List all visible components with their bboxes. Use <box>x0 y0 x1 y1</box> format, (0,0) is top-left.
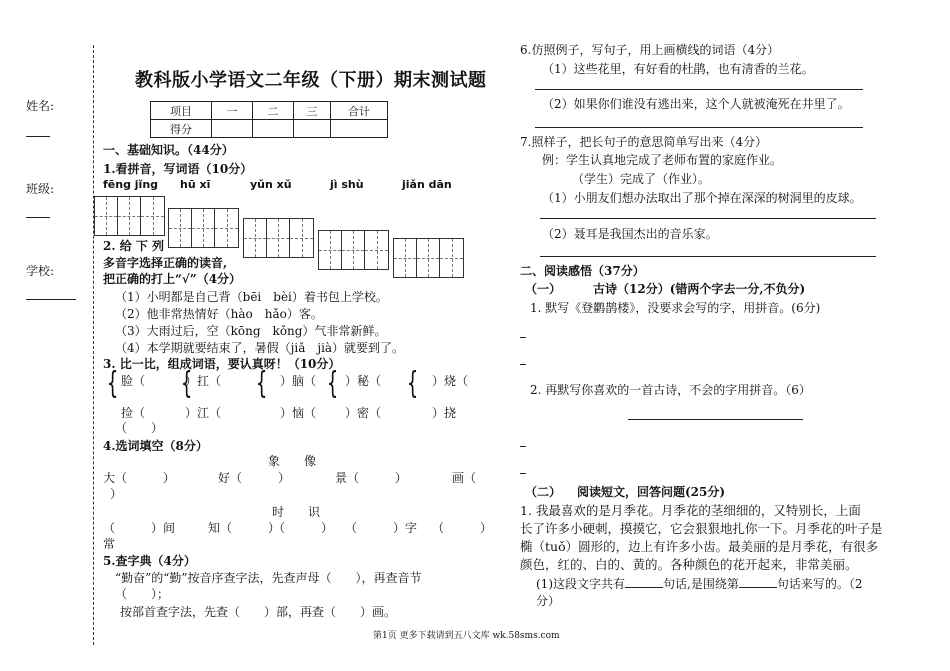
q3-row2-5: ）挠 <box>432 406 457 420</box>
passage-line-1: 1. 我最喜欢的是月季花。月季花的茎细细的，又特别长，上面 <box>520 503 861 518</box>
writing-grid-2[interactable] <box>168 208 239 248</box>
pinyin-4: jì shù <box>330 178 364 191</box>
q3-row1-1: 脸（ <box>121 374 146 388</box>
q5-line-b: （ ）； <box>115 587 170 601</box>
q2-heading-c: 把正确的打上“√”（4分） <box>103 272 242 286</box>
school-field[interactable] <box>26 299 76 300</box>
q2-item-4: （4）本学期就要结束了，暑假（jiǎ jià）就要到了。 <box>115 341 405 355</box>
class-label: 班级: <box>26 182 55 196</box>
name-field[interactable] <box>26 136 50 137</box>
score-table <box>150 101 388 138</box>
q3-row2-2: ）江（ <box>185 406 222 420</box>
q2-item-3: （3）大雨过后，空（kōng kǒng）气非常新鲜。 <box>115 324 387 338</box>
brace-icon: { <box>180 366 193 401</box>
q5-line-c: 按部首查字法，先查（ ）部，再查（ ）画。 <box>120 605 397 619</box>
poem-q1: 1. 默写《登鹳鹊楼》，没要求会写的字，用拼音。(6分) <box>530 301 821 315</box>
q4-words-2: 时 识 <box>272 505 321 519</box>
passage-line-2: 长了许多小硬刺，摸摸它，它会狠狠地扎你一下。月季花的叶子是 <box>520 521 883 536</box>
q4-row2-5: （ ） <box>432 521 493 535</box>
q4-row1-1: 大（ ） <box>103 471 176 485</box>
writing-grid-1[interactable] <box>94 196 165 236</box>
q4-row1-3: 景（ ） <box>335 471 408 485</box>
answer-line[interactable] <box>540 256 876 257</box>
q7-example-1: 例：学生认真地完成了老师布置的家庭作业。 <box>542 153 783 167</box>
pinyin-3: yǔn xǔ <box>250 178 292 191</box>
q7-heading: 7.照样子，把长句子的意思简单写出来（4分） <box>520 135 768 149</box>
score-header: 项目 <box>151 102 212 120</box>
answer-line[interactable] <box>520 337 526 338</box>
score-header: 一 <box>212 102 253 120</box>
page-title: 教科版小学语文二年级（下册）期末测试题 <box>135 70 487 91</box>
sub1-title: 古诗（12分）(错两个字去一分,不负分) <box>593 282 806 296</box>
q3-heading: 3. 比一比，组成词语，要认真呀！（10分） <box>103 357 341 371</box>
score-cell[interactable] <box>253 120 294 138</box>
q3-tail: （ ） <box>115 421 164 435</box>
score-header: 合计 <box>331 102 388 120</box>
pinyin-2: hū xī <box>180 178 211 191</box>
q6-example-1: （1）这些花里，有好看的杜鹃，也有清香的兰花。 <box>542 62 814 76</box>
score-cell[interactable] <box>331 120 388 138</box>
q2-item-2: （2）他非常热情好（hào hǎo）客。 <box>115 307 323 321</box>
score-cell[interactable] <box>294 120 331 138</box>
passage-line-3: 椭（tuǒ）圆形的，边上有许多小齿。最美丽的是月季花，有很多 <box>520 539 879 554</box>
brace-icon: { <box>406 366 419 401</box>
sub1-number: （一） <box>525 282 562 296</box>
q4-row1-2: 好（ ） <box>218 471 291 485</box>
q4-row2-1: （ ）间 <box>103 521 176 535</box>
answer-line[interactable] <box>628 419 803 420</box>
pinyin-5: jiǎn dān <box>402 178 452 191</box>
q3-row1-5: ）烧（ <box>432 374 469 388</box>
poem-q2: 2. 再默写你喜欢的一首古诗，不会的字用拼音。（6） <box>530 383 811 397</box>
q4-heading: 4.选词填空（8分） <box>103 439 208 453</box>
q7-item-1: （1）小朋友们想办法取出了那个掉在深深的树洞里的皮球。 <box>542 191 862 205</box>
reading-q1-part-a: (1)这段文字共有 <box>536 577 625 591</box>
q3-row1-2: ）扛（ <box>185 374 222 388</box>
q5-line-a: “勤奋”的“勤”按音序查字法，先查声母（ ），再查音节 <box>115 571 422 585</box>
reading-q1-part-c: 句话来写的。（2 <box>776 577 863 591</box>
writing-grid-5[interactable] <box>393 238 464 278</box>
sub2-title: 阅读短文，回答问题(25分) <box>577 485 726 499</box>
score-header: 二 <box>253 102 294 120</box>
writing-grid-4[interactable] <box>318 230 389 270</box>
q3-row2-3: ）恼（ <box>280 406 317 420</box>
q3-row1-3: ）脑（ <box>280 374 317 388</box>
q4-tail-1: ） <box>110 487 123 501</box>
answer-line[interactable] <box>520 473 526 474</box>
brace-icon: { <box>106 366 119 401</box>
q3-row2-4: ）密（ <box>345 406 382 420</box>
q2-heading-a: 2. 给 下 列 <box>103 239 165 253</box>
score-header: 三 <box>294 102 331 120</box>
q4-row2-2: 知（ ） <box>208 521 281 535</box>
name-label: 姓名: <box>26 99 55 113</box>
q7-example-2: （学生）完成了（作业）。 <box>572 172 711 186</box>
q5-heading: 5.查字典（4分） <box>103 554 196 568</box>
q4-row2-3: （ ） <box>273 521 334 535</box>
q4-row2-4: （ ）字 <box>345 521 418 535</box>
reading-q1 <box>536 575 862 592</box>
q3-row2-1: 捡（ <box>121 406 146 420</box>
blank-sentence-count[interactable] <box>625 587 663 588</box>
answer-line[interactable] <box>540 218 876 219</box>
q6-heading: 6.仿照例子，写句子，用上画横线的词语（4分） <box>520 43 780 57</box>
binding-dashed-line <box>93 45 94 645</box>
reading-q1-tail: 分） <box>536 594 561 608</box>
answer-line[interactable] <box>520 446 526 447</box>
q1-heading: 1.看拼音，写词语（10分） <box>103 162 253 176</box>
brace-icon: { <box>326 366 339 401</box>
score-cell[interactable] <box>212 120 253 138</box>
section2-heading: 二、阅读感悟（37分） <box>520 264 645 278</box>
q3-row1-4: ）秘（ <box>345 374 382 388</box>
brace-icon: { <box>255 366 268 401</box>
section1-heading: 一、基础知识。（44分） <box>103 143 234 157</box>
blank-sentence-number[interactable] <box>739 587 777 588</box>
q7-item-2: （2）聂耳是我国杰出的音乐家。 <box>542 227 718 241</box>
passage-line-4: 颜色，红的、白的、黄的。各种颜色的花开起来，非常美丽。 <box>520 557 858 572</box>
q6-example-2: （2）如果你们谁没有逃出来，这个人就被淹死在井里了。 <box>542 97 850 111</box>
page-footer: 第1页 更多下载请到五八文库 wk.58sms.com <box>373 631 560 641</box>
school-label: 学校: <box>26 264 55 278</box>
class-field[interactable] <box>26 217 50 218</box>
sub2-number: （二） <box>525 485 562 499</box>
score-row-label: 得分 <box>151 120 212 138</box>
pinyin-1: fēng jǐng <box>103 178 159 191</box>
q4-words-1: 象 像 <box>268 454 317 468</box>
answer-line[interactable] <box>535 89 863 90</box>
q4-row1-4: 画（ <box>452 471 477 485</box>
q2-heading-b: 多音字选择正确的读音, <box>103 256 228 270</box>
q2-item-1: （1）小明都是自己背（bēi bèi）着书包上学校。 <box>115 290 388 304</box>
answer-line[interactable] <box>520 364 526 365</box>
answer-line[interactable] <box>535 127 863 128</box>
q4-tail-2: 常 <box>103 537 116 551</box>
reading-q1-part-b: 句话,是围绕第 <box>663 577 739 591</box>
writing-grid-3[interactable] <box>243 218 314 258</box>
